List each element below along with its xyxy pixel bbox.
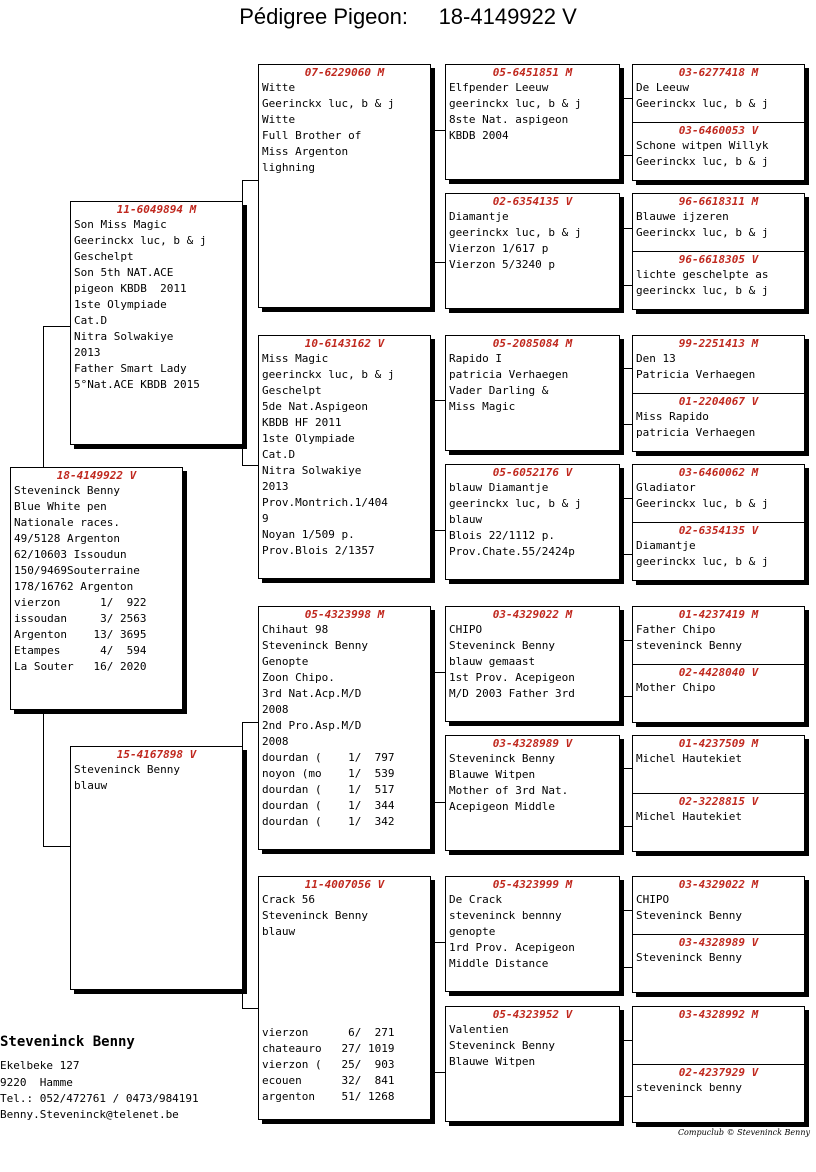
ring-number: 03-4329022 M — [492, 608, 573, 621]
card-line: Steveninck Benny — [449, 752, 555, 765]
card-line: blauw Diamantje — [449, 481, 549, 494]
great-grandparent-card — [445, 735, 620, 851]
card-line: chateauro 27/ 1019 — [262, 1042, 395, 1055]
card-line: genopte — [449, 925, 496, 938]
card-line: Cat.D — [74, 314, 108, 327]
card-line: vierzon 1/ 922 — [14, 596, 147, 609]
card-line: lichte geschelpte as — [636, 268, 769, 281]
card-line: Witte — [262, 113, 296, 126]
ring-number: 05-4323998 M — [304, 608, 385, 621]
ring-number: 10-6143162 V — [304, 337, 385, 350]
card-line: Argenton 13/ 3695 — [14, 628, 147, 641]
ring-number: 11-6049894 M — [116, 203, 197, 216]
card-line: 2nd Pro.Asp.M/D — [262, 719, 362, 732]
card-line: lighning — [262, 161, 315, 174]
owner-name: Steveninck Benny — [0, 1034, 135, 1050]
grandparent-card — [258, 335, 431, 579]
card-line: 2013 — [74, 346, 101, 359]
card-line: Father Chipo — [636, 623, 716, 636]
connector-line — [620, 98, 621, 155]
great-great-grandparent-pair — [632, 1006, 805, 1123]
card-line: CHIPO — [636, 893, 670, 906]
card-line: Father Smart Lady — [74, 362, 187, 375]
card-line: Geerinckx luc, b & j — [74, 234, 207, 247]
ring-number: 01-4237419 M — [678, 608, 759, 621]
connector-line — [430, 942, 446, 943]
card-line: patricia Verhaegen — [636, 426, 756, 439]
card-line: geerinckx luc, b & j — [636, 555, 769, 568]
card-line: KBDB HF 2011 — [262, 416, 342, 429]
great-great-grandparent-pair — [632, 193, 805, 310]
card-line: argenton 51/ 1268 — [262, 1090, 395, 1103]
card-line: noyon (mo 1/ 539 — [262, 767, 395, 780]
card-line: Cat.D — [262, 448, 296, 461]
card-line: 2013 — [262, 480, 289, 493]
card-line: 9 — [262, 512, 269, 525]
card-line: 1ste Olympiade — [74, 298, 167, 311]
card-line: Michel Hautekiet — [636, 810, 742, 823]
great-great-grandparent-pair — [632, 464, 805, 581]
card-line: Mother Chipo — [636, 681, 716, 694]
great-great-grandparent-pair — [632, 735, 805, 852]
owner-phone: Tel.: 052/472761 / 0473/984191 — [0, 1092, 199, 1105]
connector-line — [430, 400, 446, 401]
ring-number: 01-2204067 V — [678, 395, 759, 408]
connector-line — [430, 1072, 446, 1073]
card-line: geerinckx luc, b & j — [636, 284, 769, 297]
card-line: Steveninck Benny — [449, 1039, 555, 1052]
connector-line — [620, 768, 621, 826]
ring-number: 03-4329022 M — [678, 878, 759, 891]
connector-line — [43, 846, 71, 847]
connector-line — [620, 640, 621, 696]
card-line: 5de Nat.Aspigeon — [262, 400, 368, 413]
card-line: Michel Hautekiet — [636, 752, 742, 765]
card-line: Diamantje — [449, 210, 509, 223]
ring-number: 02-3228815 V — [678, 795, 759, 808]
card-line: geerinckx luc, b & j — [262, 368, 395, 381]
card-line: Steveninck Benny — [262, 909, 368, 922]
subject-pigeon-card — [10, 467, 183, 710]
software-credit: Compuclub © Steveninck Benny — [677, 1128, 810, 1137]
card-line: Miss Argenton — [262, 145, 349, 158]
ring-number: 99-2251413 M — [678, 337, 759, 350]
great-grandparent-card — [445, 606, 620, 722]
connector-line — [43, 326, 71, 327]
ring-number: 05-2085084 M — [492, 337, 573, 350]
card-line: Blois 22/1112 p. — [449, 529, 555, 542]
card-line: 62/10603 Issoudun — [14, 548, 127, 561]
card-line: geerinckx luc, b & j — [449, 97, 582, 110]
great-great-grandparent-pair — [632, 876, 805, 993]
connector-line — [430, 802, 446, 803]
card-line: Son 5th NAT.ACE — [74, 266, 174, 279]
card-line: Blauwe Witpen — [449, 1055, 536, 1068]
page-title — [0, 4, 816, 30]
card-line: Geerinckx luc, b & j — [636, 226, 769, 239]
ring-number: 03-6277418 M — [678, 66, 759, 79]
connector-line — [620, 498, 621, 554]
card-line: Steveninck Benny — [14, 484, 120, 497]
grandparent-card — [258, 606, 431, 850]
card-line: Rapido I — [449, 352, 502, 365]
card-line: blauw — [74, 779, 108, 792]
card-line: Full Brother of — [262, 129, 362, 142]
dam-card — [70, 746, 243, 990]
card-line: CHIPO — [449, 623, 483, 636]
card-line: La Souter 16/ 2020 — [14, 660, 147, 673]
card-line: M/D 2003 Father 3rd — [449, 687, 575, 700]
connector-line — [242, 180, 259, 181]
card-line: Prov.Blois 2/1357 — [262, 544, 375, 557]
card-line: 49/5128 Argenton — [14, 532, 120, 545]
card-line: 8ste Nat. aspigeon — [449, 113, 569, 126]
card-line: Geschelpt — [262, 384, 322, 397]
owner-address: Ekelbeke 127 — [0, 1059, 80, 1072]
great-grandparent-card — [445, 876, 620, 992]
card-line: Geerinckx luc, b & j — [262, 97, 395, 110]
connector-line — [43, 710, 44, 846]
card-line: 3rd Nat.Acp.M/D — [262, 687, 362, 700]
card-line: dourdan ( 1/ 517 — [262, 783, 395, 796]
card-line: 178/16762 Argenton — [14, 580, 134, 593]
card-line: De Leeuw — [636, 81, 689, 94]
card-line: Patricia Verhaegen — [636, 368, 756, 381]
card-line: Steveninck Benny — [636, 951, 742, 964]
connector-line — [620, 910, 621, 967]
connector-line — [430, 262, 446, 263]
card-line: Son Miss Magic — [74, 218, 167, 231]
card-line: Vierzon 1/617 p — [449, 242, 549, 255]
card-line: Geschelpt — [74, 250, 134, 263]
card-line: KBDB 2004 — [449, 129, 509, 142]
owner-email: Benny.Steveninck@telenet.be — [0, 1108, 179, 1121]
ring-number: 02-6354135 V — [492, 195, 573, 208]
card-line: Genopte — [262, 655, 309, 668]
card-line: Middle Distance — [449, 957, 549, 970]
connector-line — [242, 722, 259, 723]
card-line: Vierzon 5/3240 p — [449, 258, 555, 271]
grandparent-card — [258, 876, 431, 1120]
ring-number: 05-4323999 M — [492, 878, 573, 891]
card-line: Acepigeon Middle — [449, 800, 555, 813]
ring-number: 15-4167898 V — [116, 748, 197, 761]
card-line: dourdan ( 1/ 342 — [262, 815, 395, 828]
ring-number: 07-6229060 M — [304, 66, 385, 79]
card-line: Blauwe ijzeren — [636, 210, 729, 223]
card-line: De Crack — [449, 893, 502, 906]
card-line: vierzon ( 25/ 903 — [262, 1058, 395, 1071]
card-line: patricia Verhaegen — [449, 368, 569, 381]
great-great-grandparent-pair — [632, 64, 805, 181]
great-grandparent-card — [445, 193, 620, 309]
ring-number: 02-4237929 V — [678, 1066, 759, 1079]
ring-number: 05-4323952 V — [492, 1008, 573, 1021]
ring-number: 03-4328989 V — [678, 936, 759, 949]
connector-line — [242, 1008, 259, 1009]
title-label: Pédigree Pigeon: — [239, 4, 408, 29]
card-line: Schone witpen Willyk — [636, 139, 769, 152]
connector-line — [242, 465, 259, 466]
card-line: pigeon KBDB 2011 — [74, 282, 187, 295]
card-line: Prov.Chate.55/2424p — [449, 545, 575, 558]
card-line: Witte — [262, 81, 296, 94]
card-line: Den 13 — [636, 352, 676, 365]
card-line: Miss Rapido — [636, 410, 709, 423]
ring-number: 03-4328992 M — [678, 1008, 759, 1021]
ring-number: 96-6618311 M — [678, 195, 759, 208]
connector-line — [430, 130, 446, 131]
card-line: Steveninck Benny — [636, 909, 742, 922]
connector-line — [430, 672, 446, 673]
card-line: 1st Prov. Acepigeon — [449, 671, 575, 684]
card-line: Geerinckx luc, b & j — [636, 497, 769, 510]
card-line: Nitra Solwakiye — [74, 330, 174, 343]
card-line: Vader Darling & — [449, 384, 549, 397]
card-line: steveninck bennny — [449, 909, 562, 922]
ring-number: 18-4149922 V — [56, 469, 137, 482]
card-line: Miss Magic — [262, 352, 329, 365]
ring-number: 03-6460062 M — [678, 466, 759, 479]
ring-number: 05-6451851 M — [492, 66, 573, 79]
card-line: dourdan ( 1/ 797 — [262, 751, 395, 764]
connector-line — [620, 228, 621, 285]
card-line: Miss Magic — [449, 400, 516, 413]
connector-line — [620, 368, 621, 424]
card-line: steveninck benny — [636, 1081, 742, 1094]
great-great-grandparent-pair — [632, 606, 805, 723]
card-line: Steveninck Benny — [74, 763, 180, 776]
card-line: blauw — [262, 925, 296, 938]
card-line: 5°Nat.ACE KBDB 2015 — [74, 378, 200, 391]
card-line: Zoon Chipo. — [262, 671, 335, 684]
connector-line — [43, 326, 44, 468]
sire-card — [70, 201, 243, 445]
card-line: Mother of 3rd Nat. — [449, 784, 569, 797]
great-great-grandparent-pair — [632, 335, 805, 452]
ring-number: 02-6354135 V — [678, 524, 759, 537]
great-grandparent-card — [445, 64, 620, 180]
grandparent-card — [258, 64, 431, 308]
card-line: 2008 — [262, 703, 289, 716]
connector-line — [620, 1040, 621, 1096]
ring-number: 02-4428040 V — [678, 666, 759, 679]
race-results — [259, 1025, 430, 1105]
card-line: Diamantje — [636, 539, 696, 552]
card-line: geerinckx luc, b & j — [449, 226, 582, 239]
card-line: dourdan ( 1/ 344 — [262, 799, 395, 812]
card-line: 1rd Prov. Acepigeon — [449, 941, 575, 954]
card-line: Steveninck Benny — [262, 639, 368, 652]
connector-line — [430, 530, 446, 531]
card-line: Valentien — [449, 1023, 509, 1036]
card-line: Crack 56 — [262, 893, 315, 906]
ring-number: 01-4237509 M — [678, 737, 759, 750]
card-line: Noyan 1/509 p. — [262, 528, 355, 541]
card-line: Elfpender Leeuw — [449, 81, 549, 94]
card-line: geerinckx luc, b & j — [449, 497, 582, 510]
card-line: 2008 — [262, 735, 289, 748]
card-line: Geerinckx luc, b & j — [636, 97, 769, 110]
owner-city: 9220 Hamme — [0, 1076, 73, 1089]
card-line: Etampes 4/ 594 — [14, 644, 147, 657]
ring-number: 03-6460053 V — [678, 124, 759, 137]
card-line: Blue White pen — [14, 500, 107, 513]
card-line: issoudan 3/ 2563 — [14, 612, 147, 625]
ring-number: 11-4007056 V — [304, 878, 385, 891]
card-line: vierzon 6/ 271 — [262, 1026, 395, 1039]
card-line: ecouen 32/ 841 — [262, 1074, 395, 1087]
ring-number: 03-4328989 V — [492, 737, 573, 750]
card-line: Nitra Solwakiye — [262, 464, 362, 477]
great-grandparent-card — [445, 1006, 620, 1122]
title-ring: 18-4149922 V — [438, 4, 577, 29]
great-grandparent-card — [445, 464, 620, 580]
card-line: blauw — [449, 513, 483, 526]
card-line: 1ste Olympiade — [262, 432, 355, 445]
great-grandparent-card — [445, 335, 620, 451]
card-line: Blauwe Witpen — [449, 768, 536, 781]
card-line: 150/9469Souterraine — [14, 564, 140, 577]
card-line: steveninck Benny — [636, 639, 742, 652]
card-line: Nationale races. — [14, 516, 120, 529]
card-line: Chihaut 98 — [262, 623, 329, 636]
card-line: Geerinckx luc, b & j — [636, 155, 769, 168]
card-line: Prov.Montrich.1/404 — [262, 496, 388, 509]
card-line: Steveninck Benny — [449, 639, 555, 652]
card-line: blauw gemaast — [449, 655, 536, 668]
ring-number: 96-6618305 V — [678, 253, 759, 266]
card-line: Gladiator — [636, 481, 696, 494]
ring-number: 05-6052176 V — [492, 466, 573, 479]
